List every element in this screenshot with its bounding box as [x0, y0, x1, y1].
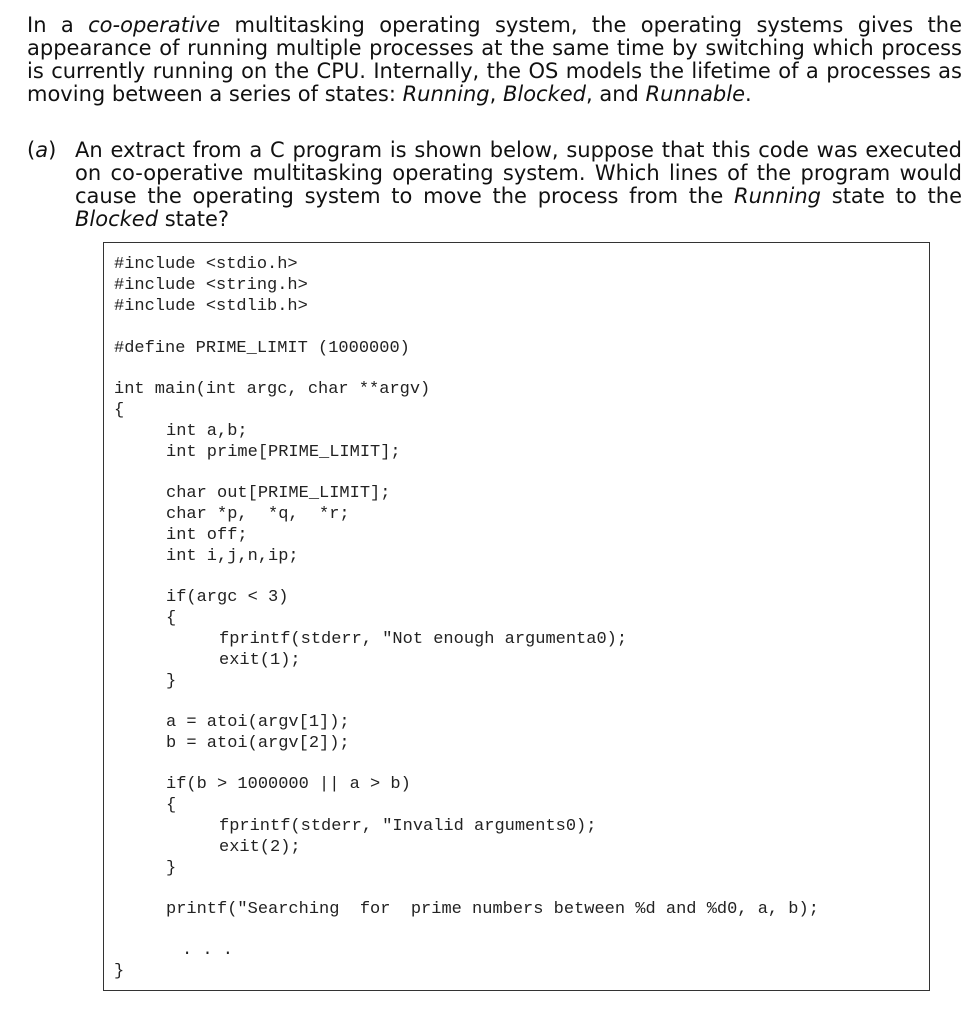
intro-paragraph: [27, 14, 962, 106]
question-text: [75, 139, 962, 231]
code-line-13: if(argc < 3): [166, 588, 289, 607]
code-line-12: int i,j,n,ip;: [166, 547, 299, 566]
code-line-17: }: [166, 672, 177, 691]
intro-emphasis-blocked: Blocked: [502, 82, 586, 106]
question-text-1: An extract from a C program is shown below, suppose that this code was executed on co-operative multitasking operating system. Which lines of the program would cause the operating system to move the process from the: [75, 138, 962, 208]
code-line-11: int off;: [166, 526, 248, 545]
code-listing: [103, 242, 930, 991]
question-text-3: state?: [158, 207, 230, 231]
code-line-4: #define PRIME_LIMIT (1000000): [114, 339, 410, 358]
question-label: [27, 139, 75, 162]
code-line-19: b = atoi(argv[2]);: [166, 734, 350, 753]
question-emphasis-blocked: Blocked: [75, 207, 159, 231]
code-line-15: fprintf(stderr, "Not enough argumenta0);: [219, 630, 628, 649]
code-line-3: #include <stdlib.h>: [114, 297, 308, 316]
code-line-24: }: [166, 859, 177, 878]
code-line-22: fprintf(stderr, "Invalid arguments0);: [219, 817, 597, 836]
question-a: [27, 139, 962, 231]
code-line-23: exit(2);: [219, 838, 301, 857]
code-line-5: int main(int argc, char **argv): [114, 380, 431, 399]
code-line-6: {: [114, 401, 125, 420]
code-line-16: exit(1);: [219, 651, 301, 670]
intro-emphasis-cooperative: co-operative: [88, 13, 221, 37]
code-line-8: int prime[PRIME_LIMIT];: [166, 443, 401, 462]
code-line-27: }: [114, 962, 125, 981]
code-line-9: char out[PRIME_LIMIT];: [166, 484, 391, 503]
question-text-2: state to the: [821, 184, 962, 208]
code-line-25: printf("Searching for prime numbers between %d and %d0, a, b);: [166, 900, 819, 919]
intro-text-3: ,: [489, 82, 503, 106]
intro-text-2: multitasking operating system, the operating systems gives the appearance of running multiple processes at the same time by switching which process is currently running on the CPU. Internally, the OS models the lifetime of a processes as moving between a series of states:: [27, 13, 962, 106]
code-line-1: #include <stdio.h>: [114, 255, 298, 274]
code-line-14: {: [166, 609, 177, 628]
code-line-2: #include <string.h>: [114, 276, 308, 295]
code-line-18: a = atoi(argv[1]);: [166, 713, 350, 732]
intro-text-5: .: [745, 82, 752, 106]
code-line-10: char *p, *q, *r;: [166, 505, 350, 524]
code-line-20: if(b > 1000000 || a > b): [166, 775, 411, 794]
intro-text-4: , and: [586, 82, 646, 106]
question-label-close: ): [48, 138, 57, 162]
code-line-7: int a,b;: [166, 422, 248, 441]
intro-text-1: In a: [27, 13, 89, 37]
code-line-21: {: [166, 796, 177, 815]
question-label-letter: a: [35, 138, 49, 162]
intro-emphasis-running: Running: [402, 82, 490, 106]
code-line-26: . . .: [182, 941, 234, 960]
question-emphasis-running: Running: [734, 184, 821, 208]
intro-emphasis-runnable: Runnable: [645, 82, 746, 106]
question-label-open: (: [27, 138, 36, 162]
